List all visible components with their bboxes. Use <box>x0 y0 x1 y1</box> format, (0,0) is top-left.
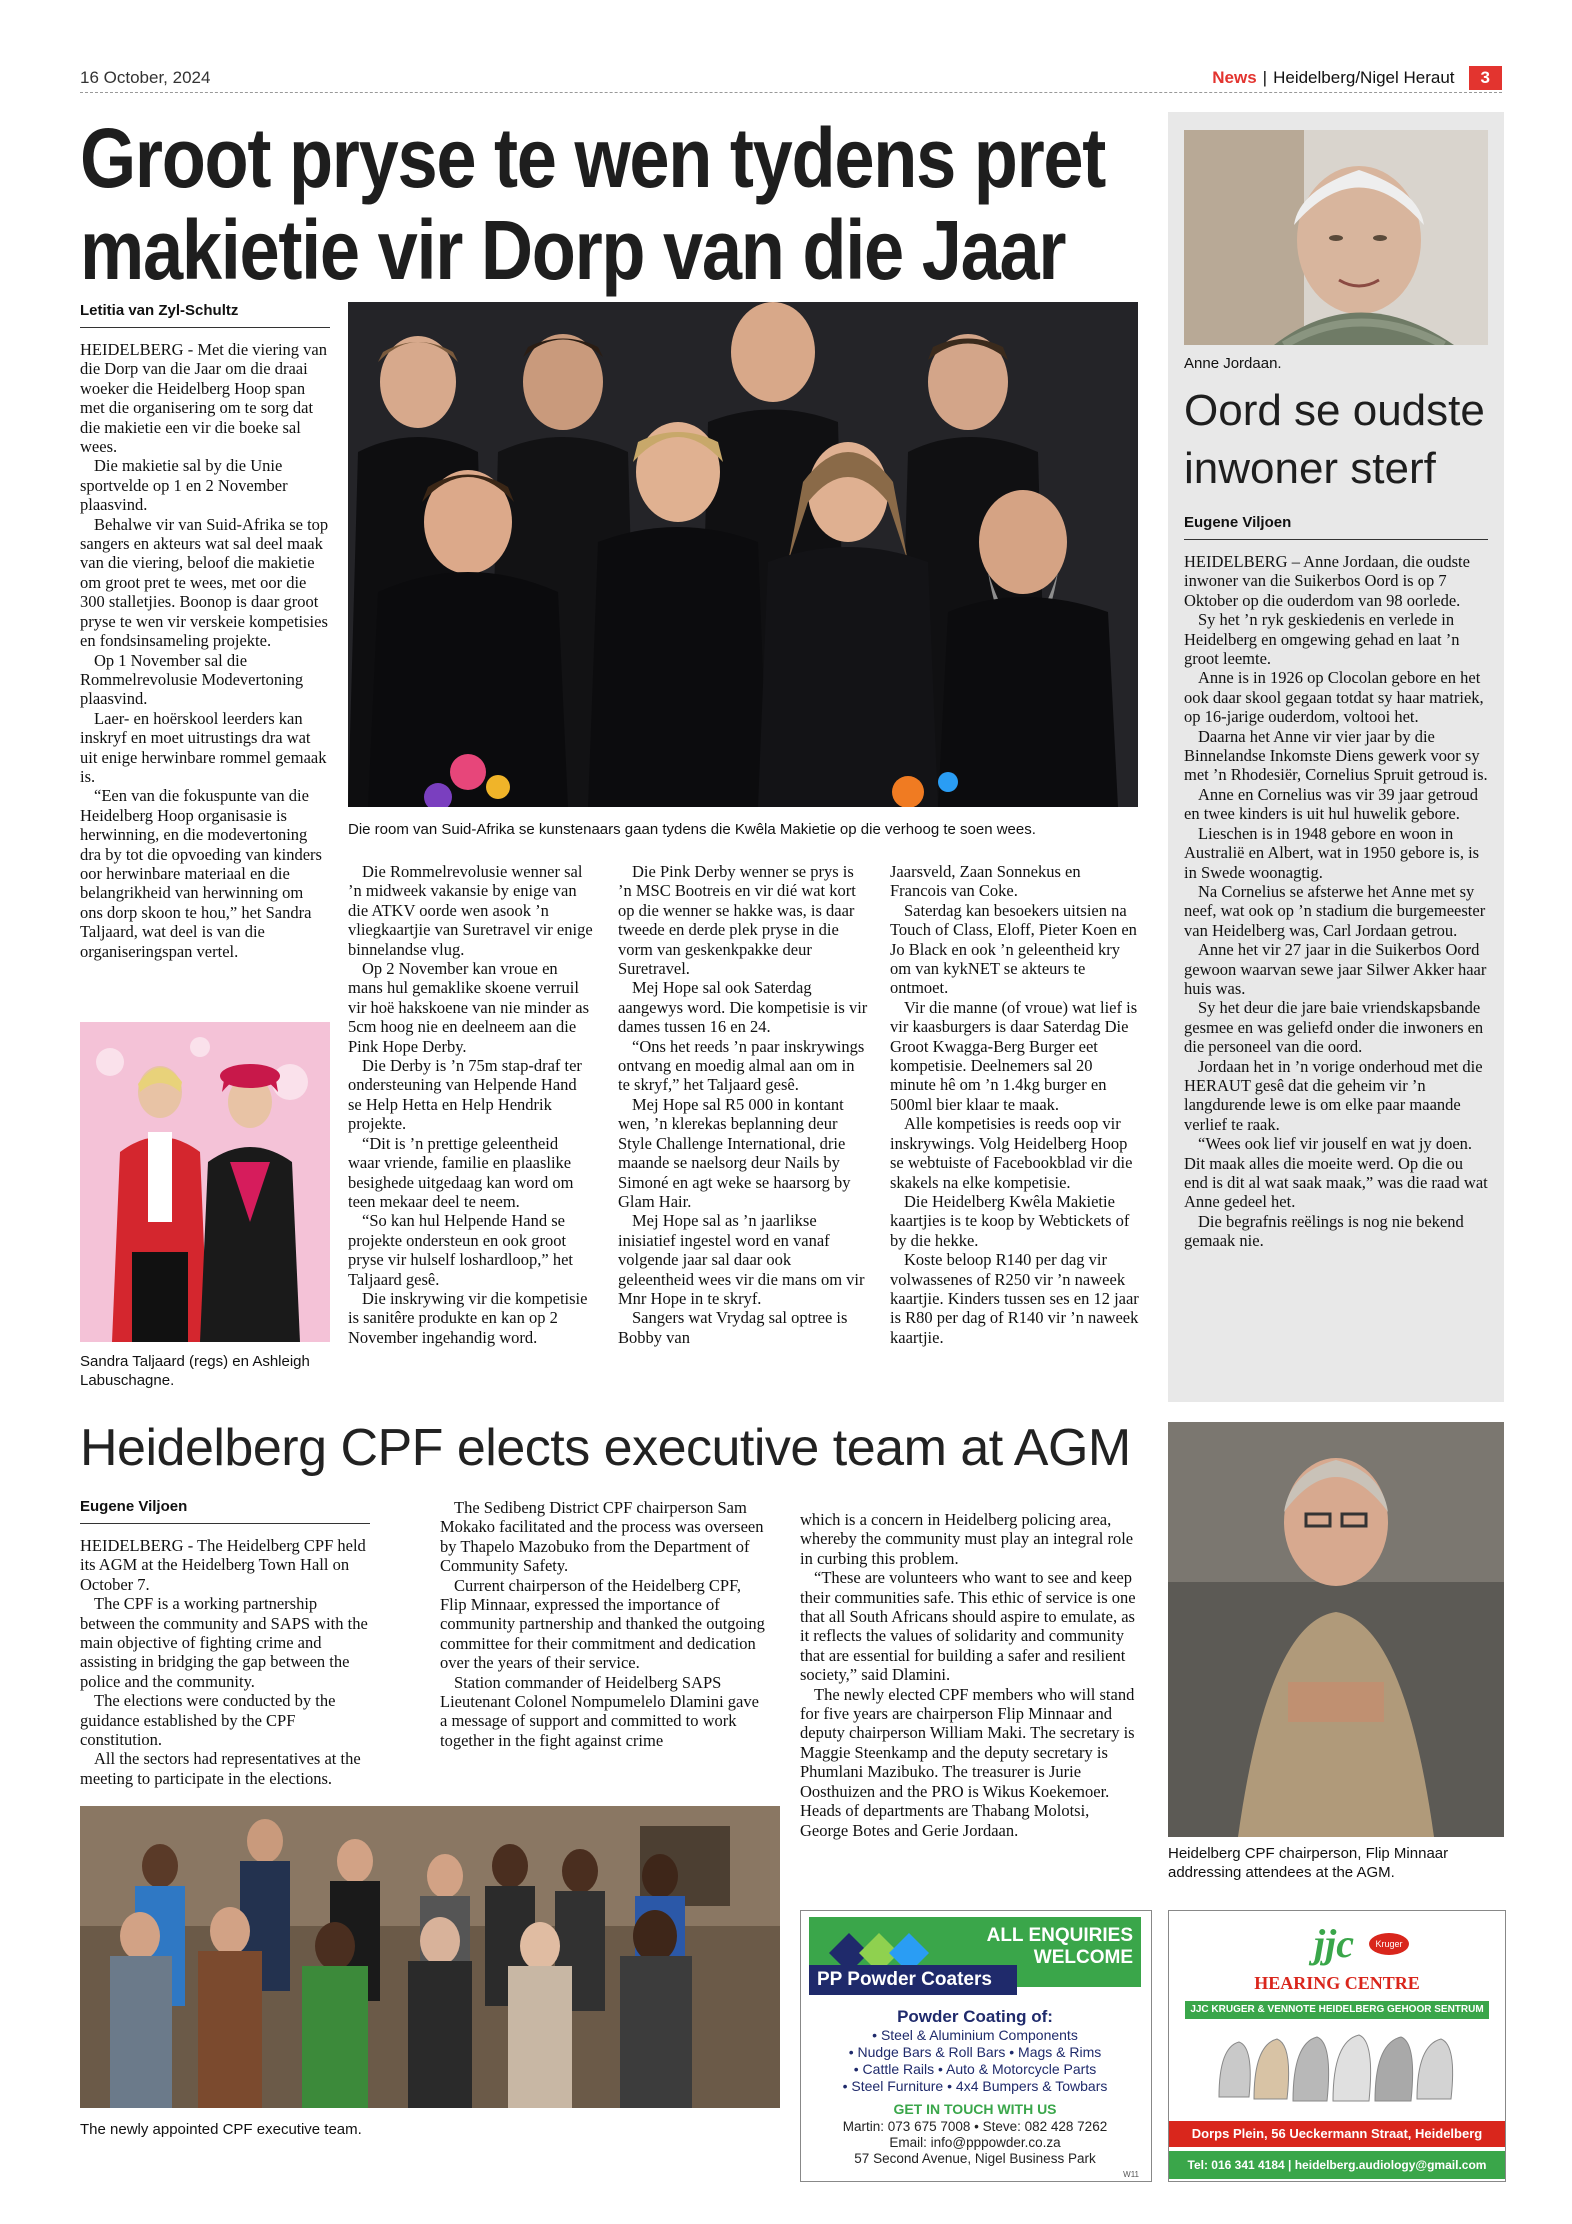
ad-powder-email: Email: info@pppowder.co.za <box>889 2135 1061 2150</box>
ad-hearing-logo-letters: jjc <box>1314 1921 1354 1966</box>
paragraph: Op 1 November sal die Rommelrevolusie Modevertoning plaasvind. <box>80 650 304 709</box>
ad-powder-service: • Cattle Rails • Auto & Motorcycle Parts <box>853 2061 1097 2077</box>
paragraph: Current chairperson of the Heidelberg CPF, Flip Minnaar, expressed the importance of community partnership and thanked the outgoing committee for their commitment and dedication over the years of their service. <box>440 1575 765 1673</box>
sidebar-byline-block <box>1184 514 1488 540</box>
paragraph: Die Heidelberg Kwêla Makietie kaartjies is te koop by Webtickets of by die hekke. <box>890 1191 1130 1250</box>
hearing-aids-icon <box>1209 2027 1465 2113</box>
main-story-col1 <box>80 340 330 961</box>
paragraph: Jaarsveld, Zaan Sonnekus en Francois van Coke. <box>890 862 1081 901</box>
ad-powder-contact-title: GET IN TOUCH WITH US <box>893 2101 1057 2117</box>
ad-powder-phone: Martin: 073 675 7008 • Steve: 082 428 7262 <box>842 2119 1108 2134</box>
ad-powder-inner <box>809 1917 1141 2179</box>
sidebar-headline <box>1184 382 1504 498</box>
ad-powder-brand: PP Powder Coaters <box>809 1965 1017 1995</box>
paragraph: Sy het ’n ryk geskiedenis en verlede in Heidelberg en omgewing gehad en laat ’n groot leemte. <box>1184 610 1460 669</box>
paragraph: Alle kompetisies is reeds oop vir inskrywings. Volg Heidelberg Hoop se webtuiste of Facebookblad vir die skakels na elke kompetisie. <box>890 1114 1133 1192</box>
paragraph: Sy het deur die jare baie vriendskapsbande gesmee en was geliefd onder die inwoners en die personeel van die oord. <box>1184 998 1484 1057</box>
paragraph: Lieschen is in 1948 gebore en woon in Australië en Albert, wat in 1950 gebore is, is in Swede woonagtig. <box>1184 823 1480 882</box>
flip-minnaar-photo <box>1168 1422 1504 1837</box>
main-story-col4 <box>890 862 1140 1347</box>
speaker-illustration <box>1168 1422 1504 1837</box>
ad-powder-enquiries-line1: ALL ENQUIRIES <box>986 1925 1133 1946</box>
paragraph: which is a concern in Heidelberg policing area, whereby the community must play an integral role in curbing this problem. <box>800 1510 1134 1568</box>
paragraph: Die Derby is ’n 75m stap-draf ter ondersteuning van Helpende Hand se Help Hetta en Help Hendrik projekte. <box>348 1056 582 1134</box>
main-headline-line2: makietie vir Dorp van die Jaar <box>80 203 1066 297</box>
paragraph: “So kan hul Helpende Hand se projekte ondersteun en ook groot pryse vir hulself loshardloop,” het Taljaard gesê. <box>348 1211 573 1289</box>
cpf-group-caption: The newly appointed CPF executive team. <box>80 2121 362 2138</box>
sidebar-obituary <box>1168 112 1504 1402</box>
page-number: 3 <box>1469 66 1502 90</box>
paragraph: The CPF is a working partnership between the community and SAPS with the main objective of fighting crime and assisting in bridging the gap between the police and the community. <box>80 1594 368 1691</box>
sandra-ashleigh-caption: Sandra Taljaard (regs) en Ashleigh Labuschagne. <box>80 1353 310 1389</box>
main-headline <box>80 112 1138 296</box>
paragraph: Op 2 November kan vroue en mans hul gemaklike skoene verruil vir hoë hakskoene van nie minder as 5cm hoog nie en deelneem aan die Pink Hope Derby. <box>348 959 590 1056</box>
paragraph: Mej Hope sal ook Saterdag aangewys word. Die kompetisie is vir dames tussen 16 en 24. <box>618 978 868 1037</box>
sidebar-headline-line1: Oord se oudste <box>1184 386 1485 435</box>
ad-powder-address: 57 Second Avenue, Nigel Business Park <box>854 2151 1096 2166</box>
cpf-byline-block <box>80 1498 370 1524</box>
main-story-col3 <box>618 862 868 1347</box>
ad-powder-service: • Steel Furniture • 4x4 Bumpers & Towbars <box>842 2078 1108 2094</box>
ad-powder-services <box>809 2027 1141 2095</box>
paragraph: “Ons het reeds ’n paar inskrywings ontvang en moedig almal aan om in te skryf,” het Taljaard gesê. <box>618 1036 865 1095</box>
paragraph: “Wees ook lief vir jouself en wat jy doen. Dit maak alles die moeite werd. Op die ou end is dit al wat saak maak,” was die raad wat Anne gedeel het. <box>1184 1134 1488 1212</box>
paragraph: HEIDELBERG – Anne Jordaan, die oudste inwoner van die Suikerbos Oord is op 7 Oktober op die ouderdom van 98 oorlede. <box>1184 552 1470 610</box>
masthead <box>1212 66 1502 90</box>
anne-jordaan-caption: Anne Jordaan. <box>1184 355 1282 372</box>
cpf-headline: Heidelberg CPF elects executive team at AGM <box>80 1419 1131 1477</box>
cpf-col1 <box>80 1536 370 1788</box>
paragraph: Die Pink Derby wenner se prys is ’n MSC Bootreis en vir dié wat kort op die wenner se hakke was, is daar tweede en derde plek pryse in die vorm van geskenkpakke deur Suretravel. <box>618 862 856 979</box>
paragraph: All the sectors had representatives at the meeting to participate in the elections. <box>80 1749 361 1788</box>
paragraph: Anne het vir 27 jaar in die Suikerbos Oord gewoon waarvan sewe jaar Silwer Akker haar huis was. <box>1184 940 1487 998</box>
paragraph: The newly elected CPF members who will stand for five years are chairperson Flip Minnaar and deputy chairperson William Maki. The secretary is Maggie Steenkamp and the deputy secretary is Phumlani Mazibuko. The treasurer is Jurie Oosthuizen and the PRO is Wikus Koekemoer. Heads of departments are Thabang Molotsi, George Botes and Gerie Jordaan. <box>800 1684 1135 1840</box>
ad-hearing-address: Dorps Plein, 56 Ueckermann Straat, Heidelberg <box>1169 2121 1505 2147</box>
header-rule <box>80 92 1502 93</box>
ad-hearing-contact: Tel: 016 341 4184 | heidelberg.audiology@gmail.com <box>1169 2151 1505 2179</box>
paragraph: Die Rommelrevolusie wenner sal ’n midweek vakansie by enige van die ATKV oorde wen asook ’n vliegkaartjie van Suretravel vir enige binnelandse vlug. <box>348 862 593 959</box>
main-headline-line1: Groot pryse te wen tydens pret <box>80 111 1106 205</box>
sandra-ashleigh-photo <box>80 1022 330 1342</box>
paragraph: Station commander of Heidelberg SAPS Lieutenant Colonel Nompumelelo Dlamini gave a message of support and committed to work together in the fight against crime <box>440 1672 759 1750</box>
masthead-separator: | <box>1262 68 1268 87</box>
cpf-col3 <box>800 1510 1140 1840</box>
paragraph: Anne en Cornelius was vir 39 jaar getroud en twee kinders is uit hul huwelik gebore. <box>1184 784 1478 824</box>
paragraph: “Dit is ’n prettige geleentheid waar vriende, familie en plaaslike besighede uitgedaag kan word om teen mekaar deel te neem. <box>348 1133 574 1211</box>
flip-minnaar-caption: Heidelberg CPF chairperson, Flip Minnaar addressing attendees at the AGM. <box>1168 1845 1449 1881</box>
paragraph: The Sedibeng District CPF chairperson Sam Mokako facilitated and the process was overseen by Thapelo Mazobuko from the Department of Community Safety. <box>440 1498 764 1576</box>
paragraph: Koste beloop R140 per dag vir volwassenes of R250 vir ’n naweek kaartjie. Kinders tussen ses en 12 jaar is R80 per dag of R140 vir ’n naweek kaartjie. <box>890 1250 1139 1347</box>
paragraph: Sangers wat Vrydag sal optree is Bobby van <box>618 1308 848 1347</box>
artists-photo-caption: Die room van Suid-Afrika se kunstenaars gaan tydens die Kwêla Makietie op die verhoog te soen wees. <box>348 821 1036 838</box>
paragraph: The elections were conducted by the guidance established by the CPF constitution. <box>80 1691 336 1750</box>
issue-date: 16 October, 2024 <box>80 68 211 87</box>
paragraph: Mej Hope sal R5 000 in kontant wen, ’n klerekas beplanning deur Style Challenge International, drie maande se naelsorg deur Nails by Simoné en agt weke se haarsorg by Glam Hair. <box>618 1094 851 1211</box>
paragraph: Daarna het Anne vir vier jaar by die Binnelandse Inkomste Diens gewerk voor sy met ’n Rhodesiër, Cornelius Spruit getroud is. <box>1184 726 1488 785</box>
paragraph: Die begrafnis reëlings is nog nie bekend gemaak nie. <box>1184 1211 1464 1251</box>
ad-powder-service: • Nudge Bars & Roll Bars • Mags & Rims <box>848 2044 1102 2060</box>
section-label: News <box>1212 68 1257 87</box>
main-story-byline: Letitia van Zyl-Schultz <box>80 302 330 328</box>
ad-powder-service: • Steel & Aluminium Components <box>872 2027 1078 2043</box>
sidebar-byline: Eugene Viljoen <box>1184 514 1488 540</box>
artists-group-illustration <box>348 302 1138 807</box>
two-women-illustration <box>80 1022 330 1342</box>
paragraph: Mej Hope sal as ’n jaarlikse inisiatief ingestel word en vanaf volgende jaar sal daar ook geleentheid wees vir die mans om vir Mnr Hope in te skryf. <box>618 1211 865 1308</box>
paragraph: Jordaan het in ’n vorige onderhoud met die HERAUT gesê dat die geheim vir ’n langdurende lewe is om elke paar maande verlief te raak. <box>1184 1056 1483 1134</box>
cpf-col2 <box>440 1498 770 1750</box>
artists-photo <box>348 302 1138 807</box>
paragraph: Die makietie sal by die Unie sportvelde op 1 en 2 November plaasvind. <box>80 456 288 515</box>
ad-hearing-brand: HEARING CENTRE <box>1254 1973 1420 1993</box>
paragraph: Anne is in 1926 op Clocolan gebore en het ook daar skool gegaan totdat sy haar matriek, op 16-jarige ouderdom, voltooi het. <box>1184 668 1484 727</box>
paragraph: HEIDELBERG - Met die viering van die Dorp van die Jaar om die draai woeker die Heidelberg Hoop span met die organisering om te sorg dat die makietie een vir die boeke sal wees. <box>80 340 327 457</box>
ad-powder-enquiries-line2: WELCOME <box>1033 1947 1133 1968</box>
paragraph: “Een van die fokuspunte van die Heidelberg Hoop organisasie is herwinning, en die modevertoning dra by tot die opvoeding van kinders oor herwinbare materiaal en die belangrikheid van herwinning om ons dorp skoon te hou,” het Sandra Taljaard, wat deel is van die organiseringspan vertel. <box>80 786 322 961</box>
paragraph: HEIDELBERG - The Heidelberg CPF held its AGM at the Heidelberg Town Hall on October 7. <box>80 1536 366 1594</box>
paragraph: Behalwe vir van Suid-Afrika se top sangers en akteurs wat sal deel maak van die viering, beloof die makietie om groot pret te wees, met oor die 300 stalletjies. Boonop is daar groot pryse te wen vir verskeie kompetisies en fondsinsameling projekte. <box>80 514 329 651</box>
paragraph: Na Cornelius se afsterwe het Anne met sy neef, wat ook op ’n stadium die burgemeester van Heidelberg was, Carl Jordaan getrou. <box>1184 881 1486 940</box>
publication-name: Heidelberg/Nigel Heraut <box>1273 68 1455 87</box>
paragraph: “These are volunteers who want to see and keep their communities safe. This ethic of service is one that all South Africans should aspire to emulate, as it reflects the values of solidarity and community that are essential for building a safer and resilient society,” said Dlamini. <box>800 1568 1136 1685</box>
ad-hearing-logo-sub: Kruger <box>1369 1933 1409 1955</box>
cpf-team-illustration <box>80 1806 780 2108</box>
ad-powder-contact <box>809 2119 1141 2167</box>
ad-powder-services-title: Powder Coating of: <box>897 2007 1053 2026</box>
anne-jordaan-photo <box>1184 130 1488 345</box>
paragraph: Vir die manne (of vroue) wat lief is vir kaasburgers is daar Saterdag Die Groot Kwagga-Berg Burger eet kompetisie. Deelnemers sal 20 minute hê om ’n 1.4kg burger en 500ml bier klaar te maak. <box>890 997 1138 1114</box>
cpf-group-photo <box>80 1806 780 2108</box>
elderly-woman-illustration <box>1184 130 1488 345</box>
ad-pp-powder-coaters <box>800 1910 1152 2182</box>
paragraph: Die inskrywing vir die kompetisie is sanitêre produkte en kan op 2 November ingehandig word. <box>348 1288 588 1347</box>
sidebar-body <box>1184 552 1488 1251</box>
paragraph: Saterdag kan besoekers uitsien na Touch of Class, Eloff, Pieter Koen en Jo Black en ook ’n geleentheid kry om van kykNET se akteurs te ontmoet. <box>890 900 1137 998</box>
main-story-byline-block <box>80 302 330 328</box>
ad-jjc-hearing <box>1168 1910 1506 2182</box>
cpf-byline: Eugene Viljoen <box>80 1498 370 1524</box>
paragraph: Laer- en hoërskool leerders kan inskryf en moet uitrustings dra wat uit enige herwinbare rommel gemaak is. <box>80 708 327 786</box>
ad-powder-enquiries <box>943 1925 1133 1969</box>
ad-hearing-tagline: JJC KRUGER & VENNOTE HEIDELBERG GEHOOR SENTRUM <box>1185 2001 1489 2019</box>
main-story-col2 <box>348 862 593 1347</box>
sidebar-headline-line2: inwoner sterf <box>1184 444 1436 493</box>
ad-powder-code: W11 <box>1123 2170 1139 2179</box>
